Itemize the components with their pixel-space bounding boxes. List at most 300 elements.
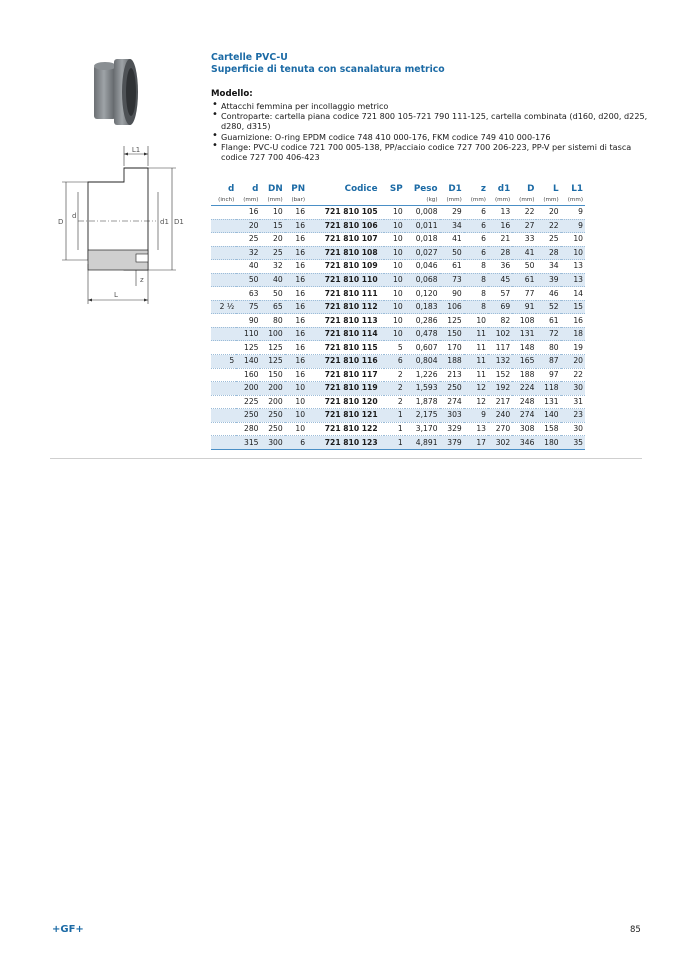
table-cell: 303 (440, 409, 464, 423)
table-cell (211, 409, 236, 423)
table-cell: 131 (536, 395, 560, 409)
table-cell: 65 (260, 300, 284, 314)
table-cell: 1,226 (405, 368, 440, 382)
bullet-item: • Guarnizione: O-ring EPDM codice 748 410 000-176, FKM codice 749 410 000-176 (211, 132, 651, 142)
table-cell: 200 (236, 382, 260, 396)
table-cell: 10 (384, 233, 405, 247)
table-row (211, 246, 585, 260)
table-cell: 125 (440, 314, 464, 328)
column-header: SP (389, 184, 403, 194)
table-cell: 721 810 115 (307, 341, 384, 355)
table-cell: 63 (236, 287, 260, 301)
table-cell: 6 (464, 206, 488, 220)
table-row (211, 206, 585, 220)
table-body (211, 206, 585, 450)
bullet-item: • Flange: PVC-U codice 721 700 005-138, PP/acciaio codice 727 700 206-223, PP-V per sistemi di tasca codice 727 700 406-423 (211, 142, 651, 162)
table-cell: 721 810 122 (307, 422, 384, 436)
table-cell: 10 (384, 287, 405, 301)
table-cell: 721 810 108 (307, 246, 384, 260)
table-cell: 118 (536, 382, 560, 396)
table-row (211, 233, 585, 247)
table-cell: 0,120 (405, 287, 440, 301)
table-cell: 16 (285, 300, 307, 314)
table-cell: 10 (384, 219, 405, 233)
table-cell: 16 (285, 314, 307, 328)
table-cell: 12 (464, 382, 488, 396)
table-cell: 8 (464, 260, 488, 274)
table-cell: 721 810 111 (307, 287, 384, 301)
table-cell: 140 (536, 409, 560, 423)
table-row (211, 436, 585, 450)
table-cell: 20 (536, 206, 560, 220)
table-cell: 77 (512, 287, 536, 301)
table-cell: 8 (464, 300, 488, 314)
table-cell: 721 810 123 (307, 436, 384, 450)
table-cell: 308 (512, 422, 536, 436)
table-cell: 13 (561, 260, 585, 274)
table-cell: 9 (464, 409, 488, 423)
table-cell: 200 (260, 382, 284, 396)
table-cell: 721 810 117 (307, 368, 384, 382)
table-cell: 10 (561, 233, 585, 247)
table-row (211, 327, 585, 341)
table-cell (211, 287, 236, 301)
table-cell: 16 (236, 206, 260, 220)
table-cell: 1,878 (405, 395, 440, 409)
table-cell: 150 (440, 327, 464, 341)
table-cell: 2 (384, 395, 405, 409)
table-row (211, 409, 585, 423)
table-cell: 117 (488, 341, 512, 355)
table-cell: 0,008 (405, 206, 440, 220)
table-cell: 16 (285, 341, 307, 355)
table-cell: 0,018 (405, 233, 440, 247)
table-cell: 29 (440, 206, 464, 220)
table-cell: 4,891 (405, 436, 440, 450)
table-cell: 11 (464, 368, 488, 382)
column-header: DN (268, 184, 283, 194)
table-cell: 87 (536, 355, 560, 369)
column-header: L (553, 184, 559, 194)
column-header: Codice (344, 184, 378, 194)
table-cell: 721 810 110 (307, 273, 384, 287)
table-cell: 15 (260, 219, 284, 233)
label-D: D (58, 218, 64, 226)
product-subtitle: Superficie di tenuta con scanalatura metrico (211, 64, 445, 75)
table-cell: 20 (561, 355, 585, 369)
table-cell: 10 (384, 327, 405, 341)
table-cell: 39 (536, 273, 560, 287)
table-row (211, 395, 585, 409)
column-header: L1 (571, 184, 583, 194)
column-unit (307, 195, 384, 206)
table-cell: 52 (536, 300, 560, 314)
table-cell: 36 (488, 260, 512, 274)
table-cell: 721 810 106 (307, 219, 384, 233)
table-cell: 0,011 (405, 219, 440, 233)
table-header-row (211, 184, 585, 195)
table-cell: 0,607 (405, 341, 440, 355)
table-cell: 80 (260, 314, 284, 328)
column-unit: (mm) (488, 195, 512, 206)
table-cell: 69 (488, 300, 512, 314)
table-cell: 213 (440, 368, 464, 382)
table-cell: 16 (285, 246, 307, 260)
table-cell: 170 (440, 341, 464, 355)
table-cell: 152 (488, 368, 512, 382)
table-cell: 45 (488, 273, 512, 287)
column-unit: (mm) (236, 195, 260, 206)
model-heading: Modello: (211, 89, 253, 99)
table-cell: 302 (488, 436, 512, 450)
table-cell: 13 (561, 273, 585, 287)
table-cell: 90 (440, 287, 464, 301)
table-cell: 250 (260, 422, 284, 436)
table-cell: 0,286 (405, 314, 440, 328)
table-cell: 721 810 109 (307, 260, 384, 274)
table-cell: 150 (260, 368, 284, 382)
table-row (211, 219, 585, 233)
page-number: 85 (630, 925, 641, 935)
table-cell: 0,027 (405, 246, 440, 260)
label-L: L (114, 291, 118, 299)
table-cell: 16 (285, 219, 307, 233)
table-cell: 10 (285, 382, 307, 396)
table-cell: 11 (464, 327, 488, 341)
table-cell (211, 273, 236, 287)
table-cell: 15 (561, 300, 585, 314)
column-header: Peso (413, 184, 438, 194)
table-cell: 10 (384, 206, 405, 220)
table-row (211, 273, 585, 287)
table-cell: 11 (464, 341, 488, 355)
table-cell: 20 (260, 233, 284, 247)
table-cell: 346 (512, 436, 536, 450)
column-header: z (480, 184, 486, 194)
label-d1: d1 (160, 218, 169, 226)
product-photo (92, 57, 140, 127)
table-cell: 721 810 112 (307, 300, 384, 314)
table-row (211, 422, 585, 436)
table-cell: 721 810 116 (307, 355, 384, 369)
table-cell: 22 (512, 206, 536, 220)
table-cell: 721 810 120 (307, 395, 384, 409)
table-cell: 16 (285, 327, 307, 341)
table-cell: 0,068 (405, 273, 440, 287)
table-cell: 16 (285, 273, 307, 287)
table-cell: 10 (561, 246, 585, 260)
divider (50, 458, 642, 459)
table-cell: 274 (512, 409, 536, 423)
table-cell: 200 (260, 395, 284, 409)
table-cell: 0,478 (405, 327, 440, 341)
table-cell: 280 (236, 422, 260, 436)
table-cell: 1 (384, 436, 405, 450)
table-cell: 32 (236, 246, 260, 260)
table-cell: 19 (561, 341, 585, 355)
table-cell: 16 (285, 287, 307, 301)
table-cell: 6 (285, 436, 307, 450)
table-cell: 34 (440, 219, 464, 233)
column-unit: (mm) (260, 195, 284, 206)
table-cell: 10 (285, 409, 307, 423)
table-cell: 21 (488, 233, 512, 247)
table-cell: 25 (236, 233, 260, 247)
table-cell: 6 (384, 355, 405, 369)
table-cell: 0,046 (405, 260, 440, 274)
table-cell: 61 (536, 314, 560, 328)
table-cell: 1 (384, 409, 405, 423)
table-row (211, 314, 585, 328)
table-cell: 16 (285, 260, 307, 274)
table-cell: 315 (236, 436, 260, 450)
table-cell: 41 (440, 233, 464, 247)
table-cell: 25 (260, 246, 284, 260)
table-cell: 30 (561, 422, 585, 436)
table-cell: 20 (236, 219, 260, 233)
table-cell: 225 (236, 395, 260, 409)
table-cell: 1,593 (405, 382, 440, 396)
table-cell: 100 (260, 327, 284, 341)
table-cell: 140 (236, 355, 260, 369)
table-cell: 125 (260, 341, 284, 355)
table-cell: 16 (285, 355, 307, 369)
table-cell: 10 (384, 314, 405, 328)
table-cell: 9 (561, 219, 585, 233)
table-cell: 61 (440, 260, 464, 274)
model-bullet-list (211, 101, 651, 162)
table-cell (211, 314, 236, 328)
table-cell: 22 (536, 219, 560, 233)
table-cell: 34 (536, 260, 560, 274)
table-row (211, 368, 585, 382)
table-cell: 22 (561, 368, 585, 382)
table-cell: 721 810 121 (307, 409, 384, 423)
table-cell: 721 810 119 (307, 382, 384, 396)
table-cell: 329 (440, 422, 464, 436)
table-cell: 721 810 114 (307, 327, 384, 341)
table-cell: 82 (488, 314, 512, 328)
table-cell: 61 (512, 273, 536, 287)
table-cell: 32 (260, 260, 284, 274)
table-cell: 41 (512, 246, 536, 260)
column-header: PN (291, 184, 306, 194)
table-cell: 250 (440, 382, 464, 396)
table-cell: 188 (512, 368, 536, 382)
table-cell: 379 (440, 436, 464, 450)
table-cell: 10 (384, 273, 405, 287)
gf-logo: +GF+ (52, 924, 84, 935)
table-cell: 75 (236, 300, 260, 314)
table-cell: 10 (384, 260, 405, 274)
table-cell: 125 (260, 355, 284, 369)
table-cell: 28 (536, 246, 560, 260)
table-cell (211, 219, 236, 233)
column-header: d (252, 184, 259, 194)
table-cell (211, 341, 236, 355)
table-cell: 300 (260, 436, 284, 450)
table-cell: 5 (211, 355, 236, 369)
table-cell (211, 368, 236, 382)
table-cell: 50 (236, 273, 260, 287)
table-cell: 8 (464, 273, 488, 287)
table-cell: 132 (488, 355, 512, 369)
table-cell: 91 (512, 300, 536, 314)
section-title (211, 52, 445, 76)
table-cell: 250 (236, 409, 260, 423)
column-header: D (527, 184, 535, 194)
table-cell: 10 (464, 314, 488, 328)
table-cell: 3,170 (405, 422, 440, 436)
table-cell: 11 (464, 355, 488, 369)
table-cell: 73 (440, 273, 464, 287)
table-cell: 50 (260, 287, 284, 301)
table-cell: 2 (384, 368, 405, 382)
table-cell: 50 (512, 260, 536, 274)
label-D1: D1 (174, 218, 184, 226)
table-cell: 10 (285, 395, 307, 409)
table-cell: 217 (488, 395, 512, 409)
column-unit: (inch) (211, 195, 236, 206)
column-unit: (mm) (464, 195, 488, 206)
table-cell: 14 (561, 287, 585, 301)
table-cell (211, 395, 236, 409)
spec-table (211, 184, 585, 450)
table-cell: 6 (464, 219, 488, 233)
label-L1: L1 (131, 146, 141, 154)
table-cell: 6 (464, 246, 488, 260)
table-cell: 16 (285, 233, 307, 247)
table-cell: 28 (488, 246, 512, 260)
table-cell: 274 (440, 395, 464, 409)
table-cell: 1 (384, 422, 405, 436)
table-cell: 72 (536, 327, 560, 341)
table-cell: 40 (260, 273, 284, 287)
column-unit (384, 195, 405, 206)
table-cell: 224 (512, 382, 536, 396)
column-header: d1 (497, 184, 511, 194)
column-unit: (kg) (405, 195, 440, 206)
column-header: d (227, 184, 235, 194)
table-cell: 158 (536, 422, 560, 436)
table-cell: 250 (260, 409, 284, 423)
table-cell: 12 (464, 395, 488, 409)
table-cell: 0,183 (405, 300, 440, 314)
column-unit: (bar) (285, 195, 307, 206)
column-unit: (mm) (536, 195, 560, 206)
table-cell: 10 (285, 422, 307, 436)
table-unit-row (211, 195, 585, 206)
table-cell: 165 (512, 355, 536, 369)
table-cell: 110 (236, 327, 260, 341)
table-cell: 16 (285, 368, 307, 382)
table-cell: 8 (464, 287, 488, 301)
bullet-item: • Controparte: cartella piana codice 721 800 105-721 790 111-125, cartella combinata (d160, d200, d225, d280, d315) (211, 111, 651, 131)
table-cell (211, 246, 236, 260)
table-cell (211, 233, 236, 247)
table-cell: 270 (488, 422, 512, 436)
table-row (211, 382, 585, 396)
table-cell (211, 382, 236, 396)
table-row (211, 300, 585, 314)
table-row (211, 287, 585, 301)
table-cell: 13 (488, 206, 512, 220)
table-cell: 13 (464, 422, 488, 436)
table-cell: 721 810 113 (307, 314, 384, 328)
table-cell: 16 (285, 206, 307, 220)
table-cell: 30 (561, 382, 585, 396)
table-cell: 248 (512, 395, 536, 409)
table-cell: 125 (236, 341, 260, 355)
table-cell (211, 206, 236, 220)
column-unit: (mm) (561, 195, 585, 206)
table-cell: 106 (440, 300, 464, 314)
table-cell: 33 (512, 233, 536, 247)
table-row (211, 355, 585, 369)
column-header: D1 (448, 184, 462, 194)
table-cell: 192 (488, 382, 512, 396)
table-cell: 40 (236, 260, 260, 274)
table-cell: 721 810 107 (307, 233, 384, 247)
table-cell: 6 (464, 233, 488, 247)
table-cell: 148 (512, 341, 536, 355)
table-cell: 23 (561, 409, 585, 423)
table-cell: 2,175 (405, 409, 440, 423)
table-cell: 80 (536, 341, 560, 355)
table-cell (211, 436, 236, 450)
table-cell: 31 (561, 395, 585, 409)
technical-drawing (48, 146, 198, 306)
table-cell: 46 (536, 287, 560, 301)
table-row (211, 260, 585, 274)
column-unit: (mm) (440, 195, 464, 206)
table-cell: 16 (488, 219, 512, 233)
table-cell: 102 (488, 327, 512, 341)
table-cell: 35 (561, 436, 585, 450)
table-cell: 188 (440, 355, 464, 369)
table-cell (211, 327, 236, 341)
table-cell: 10 (384, 300, 405, 314)
table-cell: 9 (561, 206, 585, 220)
table-cell: 10 (384, 246, 405, 260)
table-cell: 17 (464, 436, 488, 450)
table-cell: 240 (488, 409, 512, 423)
table-cell (211, 422, 236, 436)
table-cell: 131 (512, 327, 536, 341)
table-cell: 108 (512, 314, 536, 328)
table-cell: 0,804 (405, 355, 440, 369)
table-row (211, 341, 585, 355)
table-cell: 97 (536, 368, 560, 382)
label-d: d (72, 212, 77, 220)
table-cell: 160 (236, 368, 260, 382)
table-cell: 50 (440, 246, 464, 260)
table-cell: 5 (384, 341, 405, 355)
table-cell (211, 260, 236, 274)
bullet-item: • Attacchi femmina per incollaggio metrico (211, 101, 651, 111)
table-cell: 2 (384, 382, 405, 396)
table-cell: 57 (488, 287, 512, 301)
table-cell: 16 (561, 314, 585, 328)
product-title: Cartelle PVC-U (211, 52, 288, 63)
table-cell: 90 (236, 314, 260, 328)
table-cell: 25 (536, 233, 560, 247)
table-cell: 721 810 105 (307, 206, 384, 220)
table-cell: 10 (260, 206, 284, 220)
column-unit: (mm) (512, 195, 536, 206)
table-cell: 180 (536, 436, 560, 450)
label-z: z (140, 276, 144, 284)
